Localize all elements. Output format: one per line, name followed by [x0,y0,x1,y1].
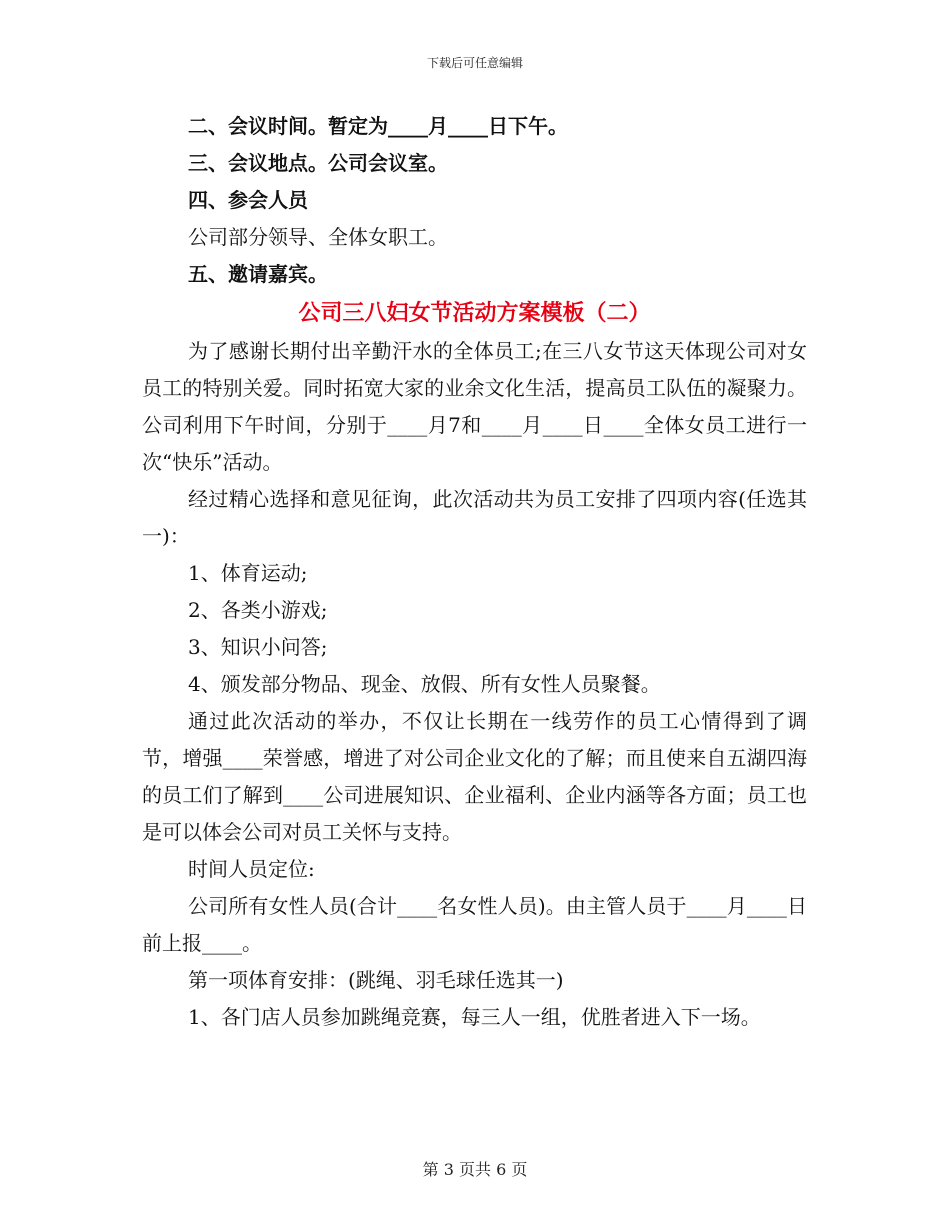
page-footer: 第 3 页共 6 页 [422,1160,528,1179]
sports-item-1: 1、各门店人员参加跳绳竞赛，每三人一组，优胜者进入下一场。 [188,1005,761,1029]
section-meeting-place: 三、会议地点。公司会议室。 [188,151,448,175]
section-meeting-time: 二、会议时间。暂定为____月____日下午。 [188,114,568,138]
paragraph-benefits: 通过此次活动的举办，不仅让长期在一线劳作的员工心情得到了调节，增强____荣誉感，增进了对公司企业文化的了解；而且使来自五湖四海的员工们了解到____公司进展知识、企业福利、企业内涵等各方面；员工也是可以体会公司对员工关怀与支持。 [142,709,807,844]
document-title: 公司三八妇女节活动方案模板（二） [298,300,651,326]
section-participants: 四、参会人员 [188,188,308,212]
time-heading: 时间人员定位: [188,857,315,881]
list-item-3: 3、知识小问答; [188,635,328,659]
section-guests: 五、邀请嘉宾。 [188,262,328,286]
list-item-1: 1、体育运动; [188,561,308,585]
paragraph-selection: 经过精心选择和意见征询，此次活动共为员工安排了四项内容(任选其一)： [142,487,807,548]
time-paragraph: 公司所有女性人员(合计____名女性人员)。由主管人员于____月____日前上报____。 [142,894,807,955]
sports-heading: 第一项体育安排：(跳绳、羽毛球任选其一) [188,968,564,992]
list-item-2: 2、各类小游戏; [188,598,328,622]
paragraph-intro: 为了感谢长期付出辛勤汗水的全体员工;在三八女节这天体现公司对女员工的特别关爱。同时拓宽大家的业余文化生活，提高员工队伍的凝聚力。公司利用下午时间，分别于____月7和____月____日____全体女员工进行一次“快乐”活动。 [142,339,807,474]
document-body [142,108,807,1036]
page-header: 下载后可任意编辑 [426,56,523,70]
list-item-4: 4、颁发部分物品、现金、放假、所有女性人员聚餐。 [188,672,661,696]
participants-text: 公司部分领导、全体女职工。 [188,225,448,249]
